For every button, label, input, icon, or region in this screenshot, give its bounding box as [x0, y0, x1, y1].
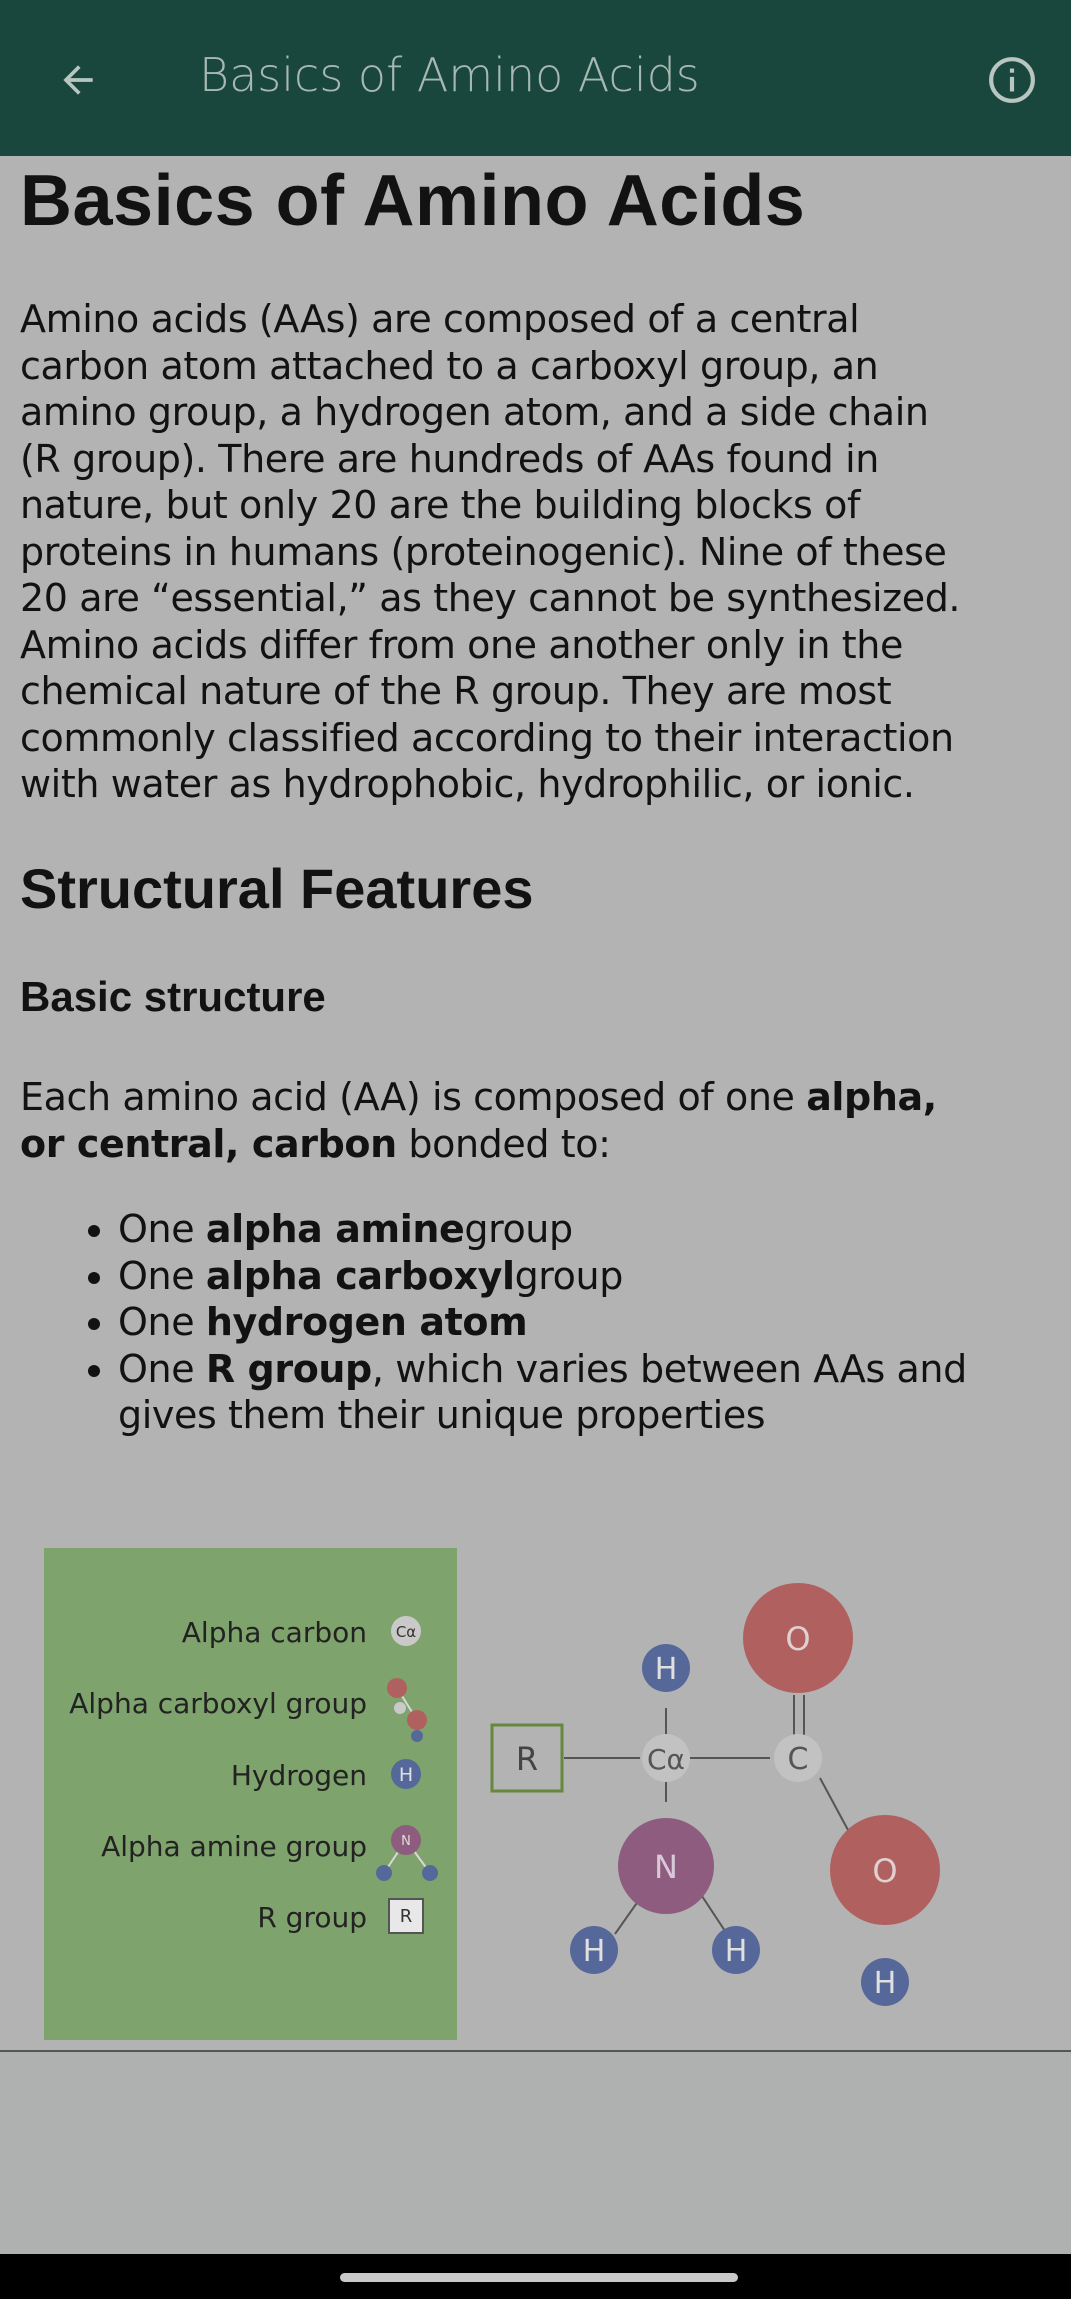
structure-intro-bold: alpha, or central, carbon: [20, 1075, 937, 1166]
svg-text:R: R: [399, 1906, 413, 1927]
svg-text:H: H: [398, 1764, 414, 1786]
oxygen-hydroxyl-atom: [830, 1815, 940, 1925]
svg-text:H: H: [582, 1934, 606, 1969]
structure-intro-start: Each amino acid (AA) is composed of one: [20, 1075, 807, 1119]
bullet-prefix: One: [118, 1300, 206, 1344]
amine-symbol: [376, 1825, 438, 1881]
home-gesture-handle[interactable]: [340, 2273, 738, 2282]
svg-text:N: N: [401, 1834, 411, 1849]
list-item: [118, 1299, 998, 1346]
bullet-prefix: One: [118, 1346, 206, 1391]
svg-text:O: O: [785, 1620, 811, 1658]
bond-c-o: [820, 1778, 848, 1830]
list-item: [118, 1253, 998, 1300]
r-group-atom: [492, 1725, 562, 1791]
figure-legend: [44, 1548, 457, 2040]
molecule-diagram: [470, 1540, 1070, 2050]
back-button[interactable]: [42, 44, 114, 116]
alpha-carbon-symbol: [391, 1616, 421, 1646]
hydrogen-symbol: [391, 1759, 421, 1789]
info-icon: [987, 55, 1037, 105]
hydrogen-atom: [861, 1958, 909, 2006]
bullet-prefix: One: [118, 1207, 206, 1251]
bottom-area: [0, 2052, 1071, 2254]
list-item: [118, 1206, 998, 1253]
nitrogen-atom: [618, 1818, 714, 1914]
structure-intro-end: bonded to:: [396, 1121, 611, 1166]
intro-paragraph: Amino acids (AAs) are composed of a central carbon atom attached to a carboxyl group, an amino group, a hydrogen atom, and a side chain (R group). There are hundreds of AAs found in nature, but only 20 are the building blocks of proteins in humans (proteinogenic). Nine of these 20 are “essential,” as they cannot be synthesized. Amino acids differ from one another only in the chemical nature of the R group. They are most commonly classified according to their interaction with water as hydrophobic, hydrophilic, or ionic.: [20, 297, 961, 806]
svg-text:H: H: [873, 1966, 897, 2001]
bullet-prefix: One: [118, 1253, 206, 1298]
hydrogen-atom: [642, 1644, 690, 1692]
legend-alpha-carboxyl: Alpha carboxyl group: [69, 1687, 367, 1720]
hydrogen-atom: [570, 1926, 618, 1974]
svg-text:O: O: [872, 1852, 898, 1890]
article-title: Basics of Amino Acids: [20, 161, 806, 241]
svg-text:Cα: Cα: [395, 1623, 417, 1641]
app-bar-title: Basics of Amino Acids: [199, 48, 700, 102]
bullet-bold: alpha carboxyl: [205, 1253, 515, 1298]
bullet-bold: alpha amine: [205, 1207, 465, 1251]
legend-alpha-carbon: Alpha carbon: [181, 1616, 367, 1649]
info-button[interactable]: [976, 44, 1048, 116]
svg-text:C: C: [787, 1742, 809, 1777]
svg-text:H: H: [724, 1934, 748, 1969]
svg-text:N: N: [654, 1848, 678, 1886]
section-title: Structural Features: [20, 857, 534, 920]
legend-alpha-amine: Alpha amine group: [101, 1830, 367, 1863]
legend-hydrogen: Hydrogen: [230, 1759, 367, 1792]
bullet-bold: hydrogen atom: [205, 1300, 528, 1344]
carboxyl-carbon-atom: [774, 1734, 822, 1782]
app-bar: [0, 0, 1071, 156]
r-group-symbol: [389, 1899, 423, 1933]
list-item: [118, 1346, 998, 1439]
bullet-suffix: group: [464, 1207, 573, 1251]
svg-text:R: R: [515, 1740, 539, 1778]
svg-text:Cα: Cα: [646, 1743, 686, 1776]
legend-symbols: [44, 1548, 457, 2040]
structure-intro: [20, 1074, 980, 1167]
subsection-title: Basic structure: [20, 973, 326, 1020]
bullet-bold: R group: [205, 1346, 372, 1391]
alpha-carbon-atom: [642, 1734, 690, 1782]
bullet-suffix: group: [514, 1253, 623, 1298]
legend-r-group: R group: [257, 1901, 367, 1934]
amino-acid-figure: [0, 1540, 1071, 2050]
carboxyl-symbol: [387, 1678, 427, 1742]
oxygen-double-bond-atom: [743, 1583, 853, 1693]
bullet-suffix: , which varies between AAs and gives them their unique properties: [118, 1346, 967, 1437]
arrow-left-icon: [56, 58, 100, 102]
hydrogen-atom: [712, 1926, 760, 1974]
bonded-groups-list: [20, 1206, 998, 1439]
svg-text:H: H: [654, 1652, 678, 1687]
